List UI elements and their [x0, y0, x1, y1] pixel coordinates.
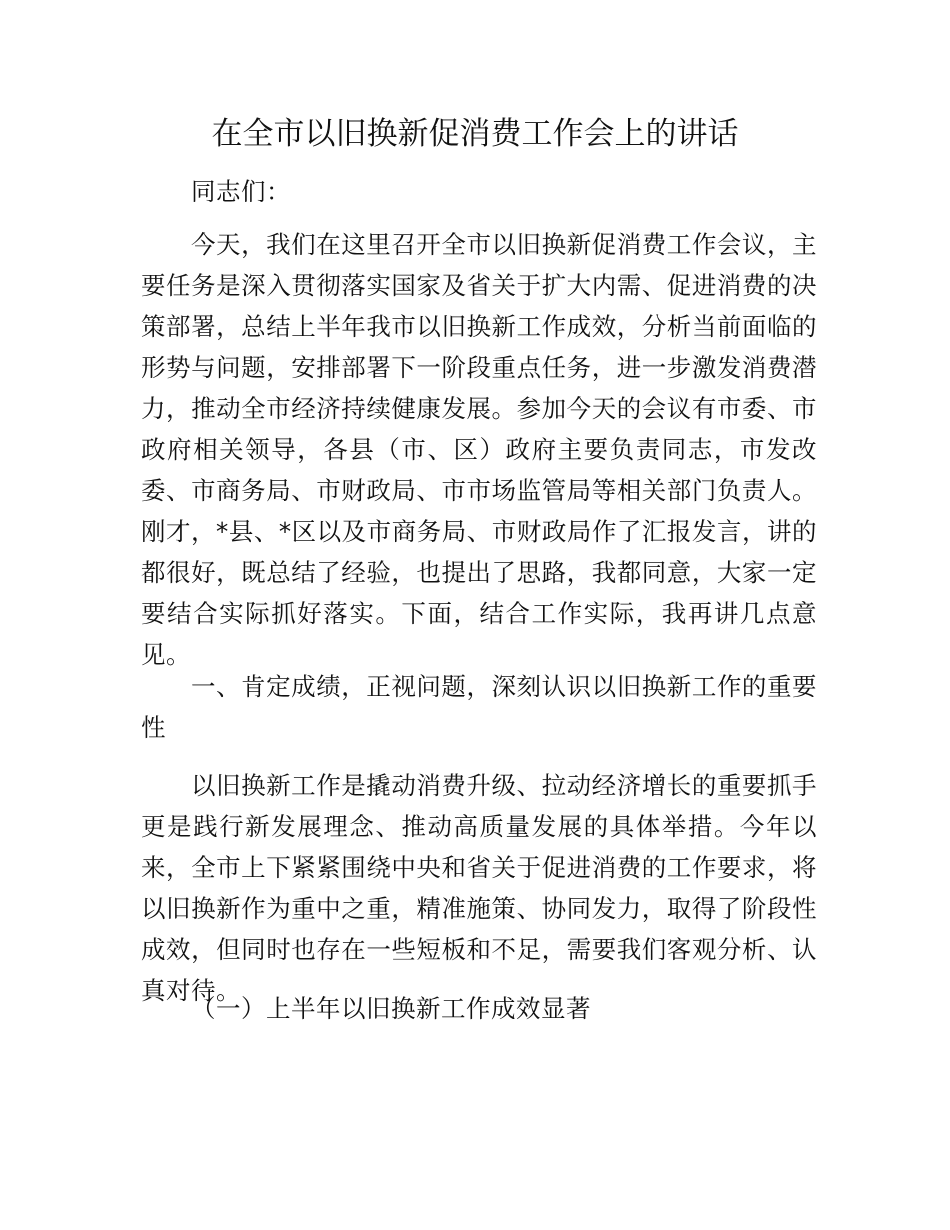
subsection-heading-1: （一）上半年以旧换新工作成效显著: [191, 994, 591, 1023]
paragraph-section-1: 以旧换新工作是撬动消费升级、拉动经济增长的重要抓手更是践行新发展理念、推动高质量发展的具体举措。今年以来，全市上下紧紧围绕中央和省关于促进消费的工作要求，将以旧换新作为重中之重，精准施策、协同发力，取得了阶段性成效，但同时也存在一些短板和不足，需要我们客观分析、认真对待。: [141, 771, 817, 1005]
document-title: 在全市以旧换新促消费工作会上的讲话: [211, 116, 739, 152]
section-heading-1: 一、肯定成绩，正视问题，深刻认识以旧换新工作的重要性: [141, 672, 817, 742]
salutation: 同志们：: [191, 177, 291, 206]
paragraph-opening: 今天，我们在这里召开全市以旧换新促消费工作会议，主要任务是深入贯彻落实国家及省关于扩大内需、促进消费的决策部署，总结上半年我市以旧换新工作成效，分析当前面临的形势与问题，安排部署下一阶段重点任务，进一步激发消费潜力，推动全市经济持续健康发展。参加今天的会议有市委、市政府相关领导，各县（市、区）政府主要负责同志，市发改委、市商务局、市财政局、市市场监管局等相关部门负责人。刚才，*县、*区以及市商务局、市财政局作了汇报发言，讲的都很好，既总结了经验，也提出了思路，我都同意，大家一定要结合实际抓好落实。下面，结合工作实际，我再讲几点意见。: [141, 230, 817, 669]
